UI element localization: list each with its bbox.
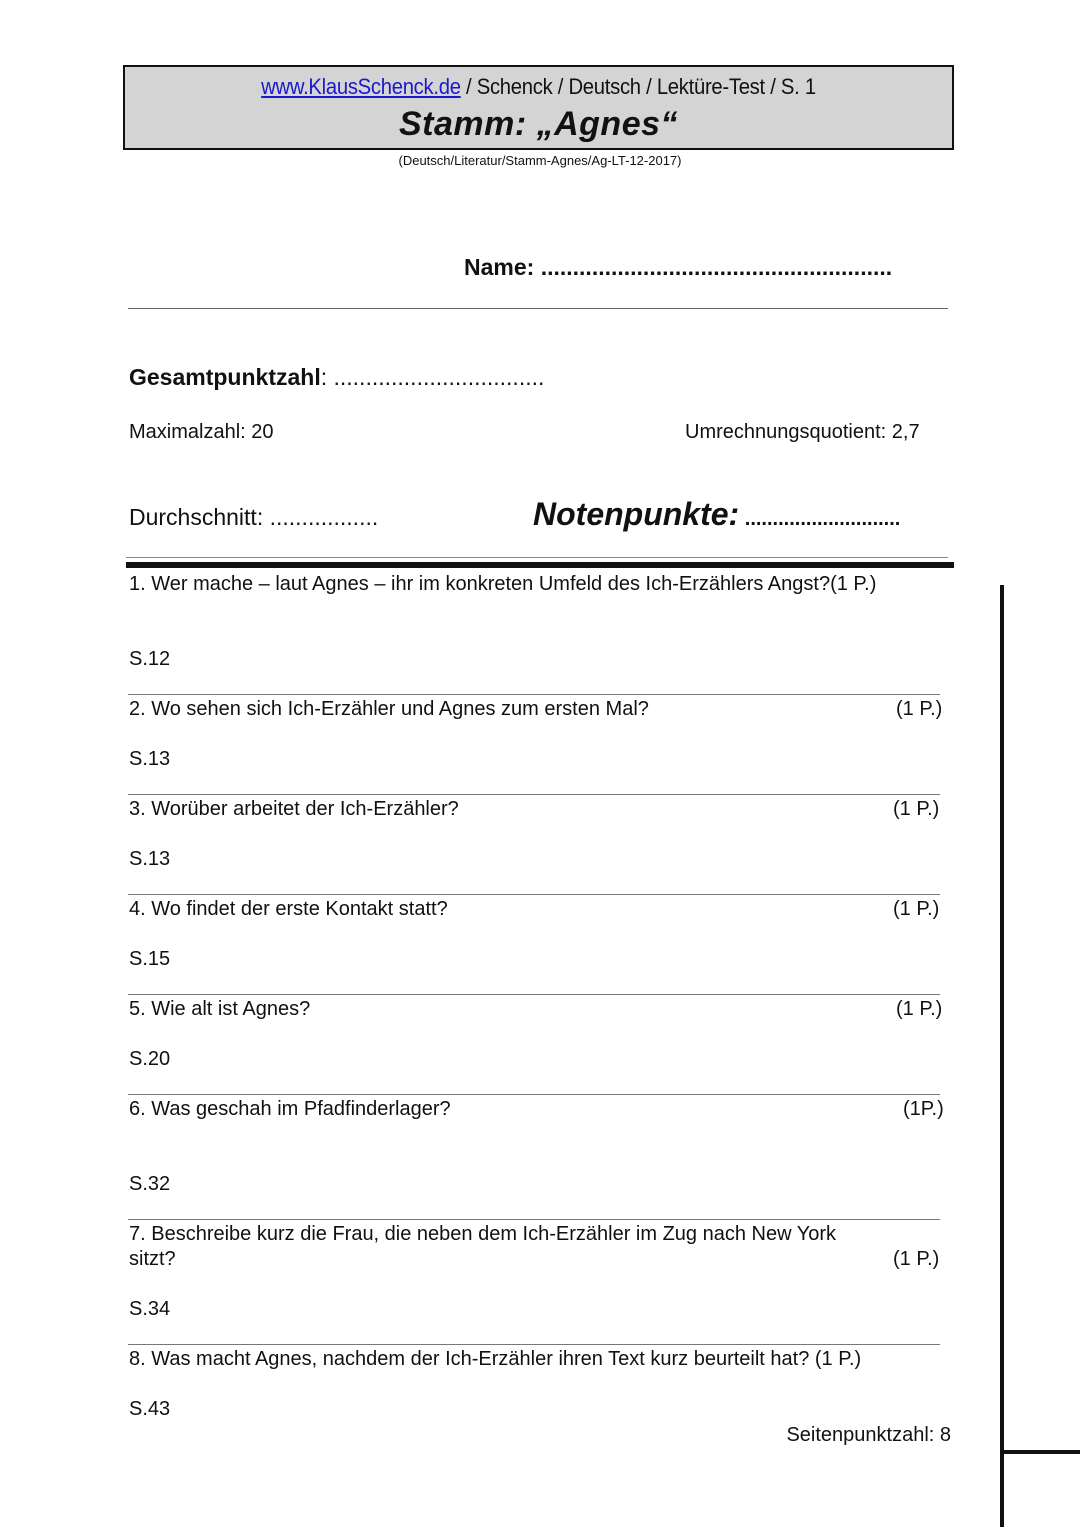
umrechnungsquotient: Umrechnungsquotient: 2,7	[685, 421, 920, 443]
answer-line	[128, 894, 940, 895]
durchschnitt-field: Durchschnitt: .................	[129, 504, 379, 530]
answer-line	[128, 794, 940, 795]
gesamtpunktzahl-field	[129, 364, 544, 391]
maximalzahl: Maximalzahl: 20	[129, 421, 274, 443]
answer-line	[128, 1219, 940, 1220]
answer-line	[128, 994, 940, 995]
question-2: 2. Wo sehen sich Ich-Erzähler und Agnes zum ersten Mal?	[129, 698, 649, 720]
margin-tick	[1000, 1450, 1080, 1454]
page-ref-2: S.13	[129, 748, 171, 770]
question-7: 7. Beschreibe kurz die Frau, die neben dem Ich-Erzähler im Zug nach New York	[129, 1223, 837, 1245]
page-ref-1: S.12	[129, 648, 171, 670]
question-5: 5. Wie alt ist Agnes?	[129, 998, 311, 1020]
points-4: (1 P.)	[893, 898, 940, 920]
thick-divider	[126, 562, 954, 568]
points-6: (1P.)	[903, 1098, 944, 1120]
answer-line	[128, 694, 940, 695]
divider	[128, 308, 948, 309]
page-ref-7: S.34	[129, 1298, 171, 1320]
document-code: (Deutsch/Literatur/Stamm-Agnes/Ag-LT-12-2017)	[398, 153, 682, 168]
question-8: 8. Was macht Agnes, nachdem der Ich-Erzähler ihren Text kurz beurteilt hat? (1 P.)	[129, 1348, 862, 1370]
document-title: Stamm: „Agnes“	[398, 105, 679, 143]
page-ref-6: S.32	[129, 1173, 171, 1195]
points-3: (1 P.)	[893, 798, 940, 820]
page-ref-3: S.13	[129, 848, 171, 870]
points-2: (1 P.)	[896, 698, 943, 720]
question-3: 3. Worüber arbeitet der Ich-Erzähler?	[129, 798, 459, 820]
answer-line	[128, 1344, 940, 1345]
header-box	[123, 65, 954, 150]
page-ref-8: S.43	[129, 1398, 171, 1420]
name-field: Name: .......................................................	[464, 254, 893, 280]
notenpunkte-dots: ............................	[739, 508, 901, 530]
margin-bar	[1000, 585, 1004, 1527]
notenpunkte-label: Notenpunkte:	[533, 496, 740, 532]
question-6: 6. Was geschah im Pfadfinderlager?	[129, 1098, 451, 1120]
divider	[126, 557, 948, 558]
gesamtpunktzahl-dots: : .................................	[320, 364, 545, 390]
breadcrumb: / Schenck / Deutsch / Lektüre-Test / S. 1	[460, 74, 816, 99]
question-4: 4. Wo findet der erste Kontakt statt?	[129, 898, 448, 920]
page-ref-5: S.20	[129, 1048, 171, 1070]
site-link[interactable]: www.KlausSchenck.de	[261, 74, 461, 99]
points-7: (1 P.)	[893, 1248, 940, 1270]
notenpunkte-field	[533, 496, 900, 533]
seitenpunktzahl: Seitenpunktzahl: 8	[786, 1424, 951, 1446]
question-1: 1. Wer mache – laut Agnes – ihr im konkreten Umfeld des Ich-Erzählers Angst?(1 P.)	[129, 573, 877, 595]
page-ref-4: S.15	[129, 948, 171, 970]
question-7-continued: sitzt?	[129, 1248, 176, 1270]
gesamtpunktzahl-label: Gesamtpunktzahl	[129, 364, 321, 390]
points-5: (1 P.)	[896, 998, 943, 1020]
answer-line	[128, 1094, 940, 1095]
header-breadcrumb-line	[158, 74, 919, 100]
